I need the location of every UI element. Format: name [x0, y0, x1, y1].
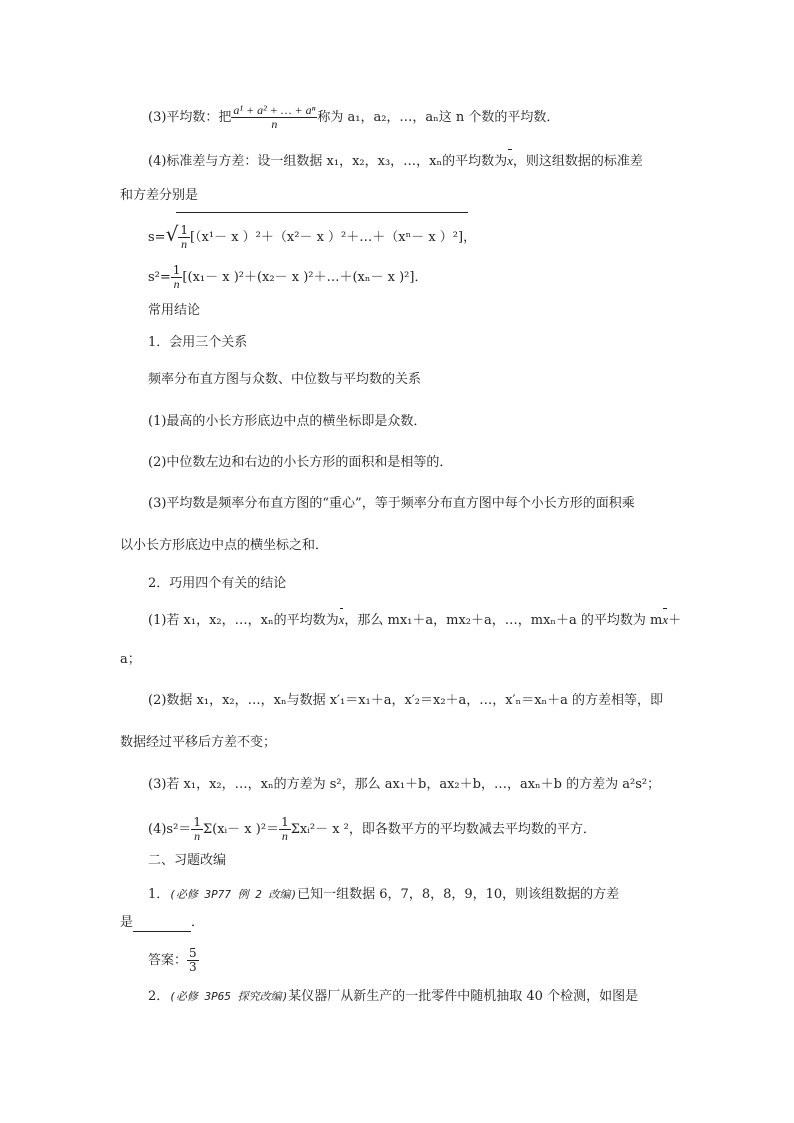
text: [(x₁－ x )²＋(x₂－ x )²＋…＋(xₙ－ x )²]． — [182, 270, 428, 285]
sum-sign: Σ — [202, 822, 213, 837]
one-over-n — [191, 816, 203, 843]
stddev-definition — [148, 152, 643, 171]
text: 和方差分别是 — [120, 188, 199, 203]
answer-label: 答案： — [148, 953, 188, 968]
text: 是 — [120, 915, 134, 930]
text: (3)平均数：把 — [148, 110, 232, 125]
one-over-n — [279, 816, 291, 843]
sum-sign: Σ — [290, 822, 300, 837]
question-2 — [148, 988, 638, 1006]
text: 数据经过平移后方差不变； — [120, 735, 277, 750]
text: xᵢ²－ x ²，即各数平方的平均数减去平均数的平方． — [299, 822, 596, 837]
text: [（x¹－ x ）²＋（x²－ x ）²＋…＋（xⁿ－ x ）²]， — [189, 230, 477, 245]
numerator: 5 — [189, 946, 197, 960]
paragraph: 以小长方形底边中点的横坐标之和． — [120, 538, 329, 553]
text: (1)若 x₁，x₂，…，xₙ的平均数为 — [148, 613, 339, 628]
numerator: 1 — [281, 815, 289, 829]
text: s²= — [148, 270, 171, 285]
conclusion-3: (3)若 x₁，x₂，…，xₙ的方差为 s²，那么 ax₁＋b，ax₂＋b，…，axₙ＋b 的方差为 a²s²； — [148, 777, 661, 792]
paragraph: (1)最高的小长方形底边中点的横坐标即是众数． — [148, 414, 427, 429]
conclusion-4 — [148, 816, 596, 843]
denominator: 3 — [189, 960, 197, 974]
text: (4)标准差与方差：设一组数据 x₁，x₂，x₃，…，xₙ的平均数为 — [148, 154, 508, 169]
answer-blank — [133, 919, 191, 932]
sqrt-bar — [176, 212, 468, 213]
denominator: n — [181, 237, 188, 251]
text: ＋ — [668, 613, 682, 628]
denominator: n — [281, 829, 288, 843]
one-over-n — [178, 224, 190, 251]
text: 已知一组数据 6，7，8，8，9，10，则该组数据的方差 — [297, 887, 620, 902]
numerator: 1 — [193, 815, 201, 829]
answer-fraction — [187, 947, 199, 974]
text: 1． — [148, 887, 170, 902]
question-1 — [148, 886, 619, 904]
paragraph: (2)中位数左边和右边的小长方形的面积和是相等的． — [148, 455, 453, 470]
text: s= — [148, 230, 166, 245]
x-bar: x — [507, 153, 513, 168]
numerator: 1 — [172, 263, 181, 277]
text: ，那么 mx₁＋a，mx₂＋a，…，mxₙ＋a 的平均数为 m — [344, 613, 663, 628]
numerator: 1 — [180, 223, 188, 237]
paragraph: 频率分布直方图与众数、中位数与平均数的关系 — [148, 372, 422, 387]
mean-definition — [148, 104, 559, 131]
denominator: n — [271, 117, 278, 131]
stddev-formula: s=√ $\frac{1}{n}$ [（x¹－ x ）²＋（x²－ x ）²＋…＋（xⁿ－ x ）²]， — [148, 222, 477, 251]
source-note: (必修 3P77 例 2 改编) — [169, 888, 298, 901]
section-heading: 二、习题改编 — [148, 853, 227, 868]
text: 2． — [148, 989, 170, 1004]
variance-formula — [148, 264, 427, 291]
mean-fraction — [231, 104, 317, 131]
subheading: 2．巧用四个有关的结论 — [148, 576, 287, 591]
text: ． — [191, 915, 205, 930]
answer — [148, 947, 199, 974]
text: 称为 a₁，a₂，…，aₙ这 n 个数的平均数． — [317, 110, 560, 125]
subheading: 1．会用三个关系 — [148, 335, 248, 350]
conclusion-1 — [148, 611, 681, 630]
text: (xᵢ－ x )²＝ — [212, 822, 280, 837]
one-over-n — [171, 264, 183, 291]
denominator: n — [194, 829, 201, 843]
conclusion-2: (2)数据 x₁，x₂，…，xₙ与数据 x′₁＝x₁＋a，x′₂＝x₂＋a，…，x′ₙ＝xₙ＋a 的方差相等，即 — [148, 693, 664, 708]
numerator: a¹ + a² + … + aⁿ — [233, 103, 316, 117]
denominator: n — [173, 277, 180, 291]
paragraph: (3)平均数是频率分布直方图的“重心”，等于频率分布直方图中每个小长方形的面积乘 — [148, 496, 635, 511]
source-note: (必修 3P65 探究改编) — [169, 990, 289, 1003]
text: 某仪器厂从新生产的一批零件中随机抽取 40 个检测，如图是 — [288, 989, 639, 1004]
text: (4)s²＝ — [148, 822, 192, 837]
text: ，则这组数据的标准差 — [512, 154, 643, 169]
question-1-blank-line — [120, 914, 204, 932]
x-bar: x — [338, 612, 345, 627]
text: a； — [120, 652, 141, 667]
x-bar: x — [662, 612, 669, 627]
section-heading: 常用结论 — [148, 303, 201, 318]
